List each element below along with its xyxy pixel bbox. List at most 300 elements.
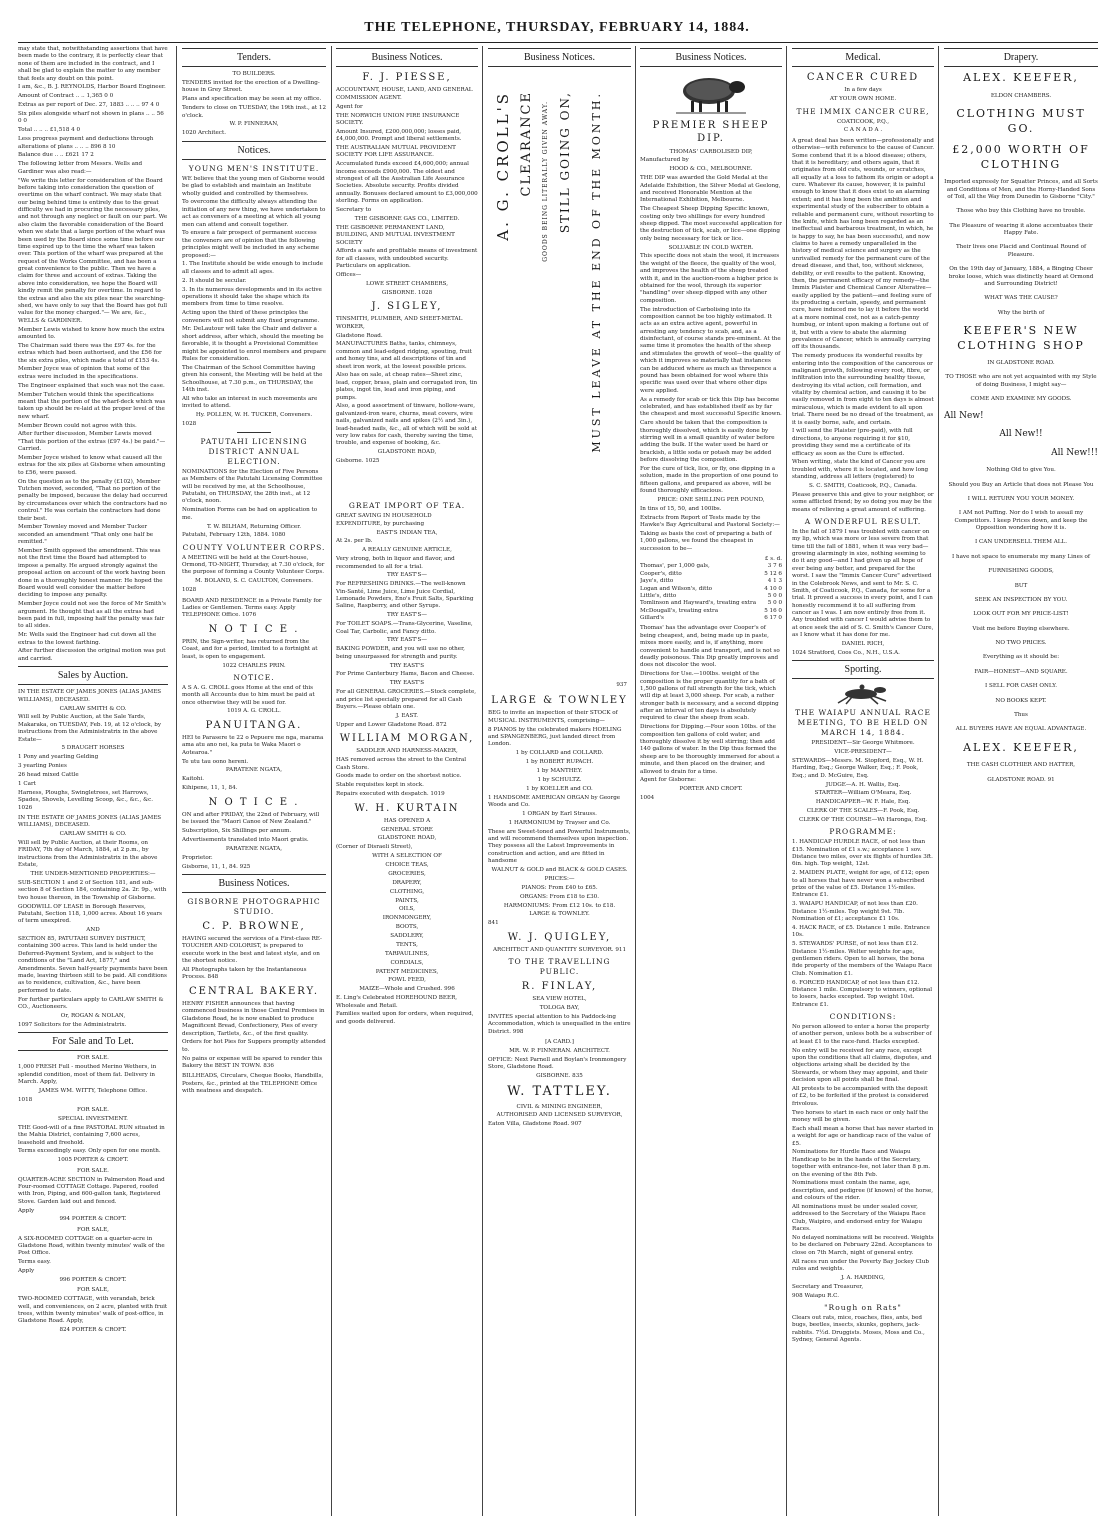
ad-paragraph: J. EAST. [395,712,418,719]
maori-canoe-notice [182,812,326,871]
finlay-ad [488,996,631,1036]
drapery-line: CLOTHING MUST GO. [956,107,1086,135]
ad-paragraph: AND [86,927,100,934]
ad-paragraph: FOWL FEED, [388,977,426,984]
ad-paragraph: Gisborne, 11, 1, 84. 925 [182,863,251,870]
cost-row [640,578,782,585]
ad-paragraph: FOR SALE. [77,1055,109,1062]
cost-value: 6 17 0 [764,615,782,622]
ad-paragraph: 1 Cart [18,780,36,787]
ad-paragraph: A REALLY GENUINE ARTICLE, [362,547,452,554]
rough-on-rats-heading: "Rough on Rats" [824,1303,902,1313]
racehorse-illustration-icon [828,683,898,705]
ad-paragraph: For REFRESHING DRINKS.—The well-known Vin-Santé, Lime Juice, Lime Juice Cordial, Lemonade Powders, Eno's Fruit Salts, Sparkling Saline, Raspberry, and other Syrups. [336,581,474,610]
ad-paragraph: Accumulated funds exceed £4,600,000; annual income exceeds £900,000. The oldest and strongest of all the Australian Life Assurance Societies. Absolute security. Profits divided annually. Bonuses declared amount to £3,000,000 sterling. Forms on application. [336,161,478,205]
drapery-line: I SELL FOR CASH ONLY. [985,683,1057,690]
ad-paragraph: To overcome the difficulty always attending the initiation of any new thing, we have undertaken to act as conveners of a meeting at which all young men can attend and consult together. [182,199,326,228]
newspaper-page [18,46,1100,1516]
ad-paragraph: 1 by MANTHEY. [536,768,583,774]
ad-paragraph: FOR SALE. [77,1107,109,1113]
drapery-line: Those who buy this Clothing have no trouble. [956,208,1086,215]
ad-paragraph: Clears out rats, mice, roaches, flies, ants, bed bugs, beetles, insects, skunks, gophers, jack-rabbits. 7½d. Druggists. Moses, Moss and Co., Sydney, General Agents. [792,1314,925,1344]
ad-paragraph: BOOTS, [395,924,419,931]
ad-paragraph: Tenders to close on TUESDAY, the 19th inst., at 12 o'clock. [182,105,326,119]
ad-paragraph: Upper and Lower Gladstone Road. 872 [336,721,447,728]
ad-paragraph: ORGANS: From £18 to £30. [519,893,599,900]
section-heading-drapery: Drapery. [944,48,1098,67]
ad-paragraph: A MEETING will be held at the Court-house, Ormond, TO-NIGHT, Thursday, at 7.30 o'clock, for the purpose of forming a County Volunteer Corps. [182,554,325,576]
ad-paragraph: For further particulars apply to CARLAW SMITH & CO., Auctioneers. [18,996,164,1010]
ad-paragraph: When writing, state the kind of Cancer you are troubled with, where it is located, and how long standing, address all letters (registered) to [792,459,929,481]
column-2 [182,46,326,1516]
ad-paragraph: Amount Insured, £200,000,000; losses paid, £4,000,000. Prompt and liberal settlements. [336,128,462,143]
ad-paragraph: CLOTHING, [389,888,425,895]
ad-paragraph: GISBORNE. 1028 [381,289,433,296]
drapery-line: NO TWO PRICES. [995,640,1047,647]
croll-vertical-must-leave: MUST LEAVE AT THE END OF THE MONTH. [590,91,603,453]
drapery-line: Why the birth of [997,309,1045,316]
ad-paragraph: Repairs executed with despatch. 1019 [336,791,445,798]
ad-paragraph: 1019 A. G. CROLL. [227,708,281,715]
ad-paragraph: 1 by SCHULTZ. [537,776,582,783]
ad-paragraph: Care should be taken that the composition is thoroughly dissolved, which is easily done by stirring well in a small quantity of water before adding the bulk. If the water used be hard or brackish, a little soda or potash may be added before dissolving the composition. [640,420,775,464]
ad-paragraph: To ensure a fair prospect of permanent success the conveners are of opinion that the following principles might well be included in any scheme proposed:— [182,230,320,259]
section-heading-business: Business Notices. [336,48,478,67]
ad-paragraph: Proprietor. [182,854,213,861]
ad-paragraph: ACCOUNTANT, HOUSE, LAND, AND GENERAL COMMISSION AGENT. [336,87,473,101]
cost-row [640,615,782,622]
section-heading-notices: Notices. [182,141,326,160]
ad-paragraph: Affords a safe and profitable means of investment for all classes, with undoubted security. Particulars on application. [336,248,478,270]
ad-paragraph: 4. HACK RACE, of £5. Distance 1 mile. Entrance 10s. [792,924,930,939]
ad-paragraph: Will sell by Public Auction, at their Rooms, on FRIDAY, 7th day of March, 1884, at 2 p.m., by instructions from the Administratrix in the above Estate, [18,840,158,869]
cost-row [640,600,782,607]
ad-paragraph: 1 HANDSOME AMERICAN ORGAN by George Woods and Co. [488,794,621,808]
ad-paragraph: CIVIL & MINING ENGINEER, [516,1103,603,1110]
ad-paragraph: THE DIP was awarded the Gold Medal at the Adelaide Exhibition, the Silver Medal at Geelong, and received Honorable Mention at the International Exhibition, Melbourne. [640,175,781,204]
ad-paragraph: AUTHORISED AND LICENSED SURVEYOR, [496,1112,623,1119]
drapery-line: ALL BUYERS HAVE AN EQUAL ADVANTAGE. [955,726,1087,733]
croll-accounts-notice [182,685,326,716]
ad-paragraph: T. W. BILHAM, Returning Officer. [206,523,302,530]
column-1 [18,46,168,1516]
ad-paragraph: Agent for [336,103,363,110]
ad-paragraph: For TOILET SOAPS.—Trans-Glycerine, Vaseline, Coal Tar, Carbolic, and Fancy ditto. [336,621,473,635]
drapery-line: On the 19th day of January, 1884, a Binging Cheer broke loose, which was distinctly heard at Ormond and Surrounding District! [948,266,1094,287]
keefer-clothing-ad [944,71,1098,784]
drapery-line: I have not space to enumerate my many Lines of [952,553,1090,560]
ad-paragraph: ARCHITECT AND QUANTITY SURVEYOR. 911 [492,946,627,953]
ad-paragraph: All who take an interest in such movements are invited to attend. [182,395,318,410]
ad-paragraph: THE GISBORNE PERMANENT LAND, BUILDING, AND MUTUAL INVESTMENT SOCIETY [336,224,455,246]
licensing-notice [182,469,326,540]
ad-paragraph: For the cure of tick, lice, or fly, one dipping in a solution, made in the proportion of one pound to fifteen gallons, and prepared as above, will be found thoroughly efficacious. [640,465,779,495]
ad-paragraph: CARLAW SMITH & CO. [59,705,127,712]
ad-paragraph: 26 head mixed Cattle [18,772,79,779]
drapery-line: £2,000 WORTH OF CLOTHING [952,143,1090,171]
quigley-ad [488,947,631,954]
ad-paragraph: CHOICE TEAS, [385,862,429,869]
ad-paragraph: E. Ling's Celebrated HOREHOUND BEER, Wholesale and Retail. [336,995,458,1009]
ad-paragraph: Families waited upon for orders, when required, and goods delivered. [336,1011,474,1025]
ad-paragraph: ON and after FRIDAY, the 22nd of February, will be issued the "Maori Canoe of New Zealand." [182,811,320,826]
notice-heading: N O T I C E . [208,796,300,808]
ad-paragraph: TRY EAST'S [389,680,425,687]
ad-paragraph: THE GISBORNE GAS CO., LIMITED. [354,215,460,222]
panuitanga-heading: PANUITANGA. [205,719,303,731]
morgan-name: WILLIAM MORGAN, [339,733,475,745]
immix-heading: THE IMMIX CANCER CURE, [796,106,930,116]
ad-paragraph: In the fall of 1879 I was troubled with cancer on my lip, which was more or less severe from that time till the fall of 1881, when it was very bad—growing alarmingly in size, nothing seeming to do it any good—and I had given up all hope of ever being any better, and prepared for the worst. I saw the "Immix Cancer Cure" advertised in the Colebrook News, and sent to Mr. S. C. Smith, of Coaticook, P.Q., Canada, for some for a trial. It proved a success in every point, and I can honestly recommend it to all suffering from cancer as I was. I am now entirely free from it. Any troubled with cancer I would advise them to at once seek the aid of S. C. Smith's Cancer Cure, as I know what it has done for me. [792,528,934,639]
ad-paragraph: 3. In its numerous developments and in its active operations it should take the shape which its members from time to time resolve. [182,286,322,308]
ad-paragraph: PAINTS, [395,897,419,904]
ad-paragraph: MR. W. P. FINNERAN. ARCHITECT. [509,1047,610,1054]
cost-name: Cooper's, ditto [640,570,682,577]
ad-paragraph: 908 Waiapu R.C. [792,1292,839,1299]
ad-paragraph: HENRY FISHER announces that having commenced business in those Central Premises in Gladstone Road, he is now enabled to produce Magnificent Bread, Confectionery, Pies of every description, Tartlets, &c., of the first quality. [182,1001,325,1037]
ad-paragraph: Directions for Dipping.—Four soon 10lbs. of the composition ten gallons of cold water, and thoroughly dissolve it by well stirring; then add 140 gallons of water. In the Dip thus formed the sheep are to be thoroughly immersed for about a minute, and then placed on the drainer, and allowed to drain for a time. [640,724,780,775]
column-7 [944,46,1098,1516]
tea-heading: GREAT IMPORT OF TEA. [348,501,466,511]
ad-paragraph: Apply [18,1268,35,1275]
harbor-board-report [18,46,168,663]
ad-paragraph: DANIEL RICH, [841,641,885,648]
cost-name: Tomlinson and Hayward's, treating extra [640,600,757,607]
ad-paragraph: FOR SALE, [77,1226,109,1233]
ad-paragraph: 1,000 FRESH Full - mouthed Merino Wethers, in splendid condition, most of them fat. Delivery in March. Apply, [18,1064,157,1085]
drapery-line: KEEFER'S NEW CLOTHING SHOP [957,324,1085,352]
ad-paragraph: Gisborne. 1025 [336,458,380,465]
ad-paragraph: 5 DRAUGHT HORSES [61,745,125,752]
ad-paragraph: Or, ROGAN & NOLAN, [60,1012,126,1019]
ad-paragraph: A S A. G. CROLL goes Home at the end of this month all Accounts due to him must be paid at once otherwise they will be sued for. [182,684,315,706]
ad-paragraph: INVITES special attention to his Paddock-ing Accommodation, which is unequalled in the entire District. 998 [488,1013,631,1035]
drapery-line: FURNISHING GOODS, [988,568,1054,575]
auction-ad-horses [18,689,168,812]
drapery-line: IN GLADSTONE ROAD. [987,360,1055,367]
ad-paragraph: Extras as per report of Dec. 27, 1883 .. .. .. 97 4 0 [18,102,160,109]
ad-paragraph: Harness, Ploughs, Swingletrees, set Harrows, Spades, Shovels, Levelling Scoop, &c., &c., &c. 1026 [18,789,153,811]
cost-value: 5 12 6 [764,570,782,577]
ad-paragraph: HANDICAPPER—W. F. Hale, Esq. [815,799,911,806]
ad-paragraph: HEI te Parasere te 22 o Pepuere me nga, marama ama atu ano nei, ka puta te Waka Maori o Aotearoa." [182,734,324,756]
ad-paragraph: 841 [488,920,499,927]
ad-paragraph: SECTION 85, PATUTAHI SURVEY DISTRICT, containing 300 acres. This land is held under the Deferred-Payment System, and is subject to the conditions of the "Land Act, 1877," and Amendments. Seven half-yearly payments have been made, leaving thirteen still to be paid. All conditions as to residence, cultivation, &c., have been performed to date. [18,936,168,994]
ad-paragraph: The Cheapest Sheep Dipping Specific known, costing only two shillings for every hundred sheep dipped. The most successful application for the destruction of tick, scab, or lice—one dipping only being necessary for tick or lice. [640,206,782,242]
drapery-line: Their lives one Placid and Continual Round of Pleasure. [955,244,1087,258]
croll-ref-number: 937 [616,681,627,688]
ad-paragraph: M. BOLAND, S. C. CAULTON, Conveners. [194,578,314,585]
photo-studio-ad [182,936,326,982]
cost-table [640,563,782,622]
bakery-heading: CENTRAL BAKERY. [189,985,319,997]
cost-row [640,586,782,593]
ad-paragraph: All protests to be accompanied with the deposit of £2, to be forfeited if the protest is considered frivolous. [792,1085,929,1107]
ad-paragraph: The Chairman of the School Committee having given his consent, the Meeting will be held at the Schoolhouse, at 7.30 p.m., on THURSDAY, the 14th inst. [182,364,323,393]
ad-paragraph: HAS OPENED A [383,817,431,824]
ad-paragraph: 3. WAIAPU HANDICAP, of not less than £20. Distance 1½-miles. Top weight 9st. 7lb. Nomination of £1; acceptance £1 10s. [792,901,918,923]
drapery-line: SEEK AN INSPECTION BY YOU. [974,596,1068,603]
ad-paragraph: Balance due .. .. £621 17 2 [18,152,94,159]
ad-paragraph: OFFICE: Next Parnell and Boylan's Ironmongery Store, Gladstone Road. [488,1056,627,1071]
ad-paragraph: "We write this letter for consideration of the Board before taking into consideration the question of overtime on the wharf contract. We may state that our being behind time is entirely due to the great difficulty we had in procuring the necessary piles, and not through any neglect or fault on our part. We also claim the favorable consideration of the Board when we state that a large portion of the wharf was been used by the Board since some time before our time expired up to the time the wharf was taken over. This portion of the wharf was prepared at the request of the Works Committee, and has been a great convenience to the public. Then we have a claim for three and account of extras. Taking the above into consideration, we hope the Board will kindly remit the penalty for overtime. In regard to the extras and also the six piles near the searching-shed, we have only to say that the Board has got full value for the money charged."— We are, &c., WELLS & GARDINER. [18,177,168,324]
ad-paragraph: Terms exceedingly easy. Only open for one month. [18,1148,161,1155]
cost-name: Gillard's [640,615,664,622]
drapery-line: TO THOSE who are not yet acquainted with my Style of doing Business, I might say— [945,374,1097,388]
sigley-name: J. SIGLEY, [371,301,443,313]
ad-paragraph: 1022 CHARLES PRIN. [222,662,286,669]
ad-paragraph: The following letter from Messrs. Wells and Gardiner was also read:— [18,161,143,175]
ad-paragraph: 1. HANDICAP HURDLE RACE, of not less than £15. Nomination of £1 s.w.; acceptance 1 sov. Distance two miles, over six flights of hurdles 3ft. 6in. high. Top weight, 12st. [792,839,933,868]
ad-paragraph: 3 yearling Ponies [18,763,67,770]
sale-ad-wethers [18,1055,168,1104]
ad-paragraph: Subscription, Six Shillings per annum. [182,828,292,835]
ad-paragraph: PORTER AND CROFT. [679,786,743,793]
ad-paragraph: 1024 Stratford, Coos Co., N.H., U.S.A. [792,649,900,656]
ad-paragraph: THOMAS' CARBOLISED DIP, [669,148,753,155]
cancer-cure-ad [792,138,934,514]
ad-paragraph: 8 PIANOS by the celebrated makers HOELING and SPANGENBERG, just landed direct from London. [488,726,622,748]
ad-paragraph: PIANOS: From £40 to £65. [521,884,598,891]
sheep-illustration-icon [671,71,751,115]
ad-paragraph: The remedy produces its wonderful results by entering into the composition of the cancerous or malignant growth, following every root, fibre, or infiltration into the surrounding healthy tissue, destroying its vital action, cell formation, and vitality by chemical action, and causing it to be easily removed in from eight to ten days is almost miraculous, which is made evident to all upon trial. There need be no dread of the treatment, as it is easily borne, safe, and certain. [792,353,934,426]
ad-paragraph: JUDGE—A. H. Wallis, Esq. [825,781,901,788]
wonderful-result-heading: A WONDERFUL RESULT. [804,517,922,527]
ad-paragraph: Very strong, both in liquor and flavor, and recommended to all for a trial. [336,556,455,570]
ad-paragraph: This specific does not stain the wool, it increases the weight of the fleece, the quality of the wool, and improves the health of the sheep treated with it, and in the auction-room a higher price is obtained for the wool, through its superior "handling" over sheep dipped with any other composition. [640,253,780,304]
ad-paragraph: Member Joyce was of opinion that some of the extras were included in the specifications. [18,366,150,380]
ad-paragraph: Eaton Villa, Gladstone Road. 907 [488,1121,582,1128]
ad-paragraph: 2. It should be secular. [182,277,247,284]
drapery-line: WHAT WAS THE CAUSE? [984,295,1058,302]
drapery-line: ALEX. KEEFER, [963,740,1079,754]
ad-paragraph: W. P. FINNERAN, [229,121,279,128]
drapery-line: COME AND EXAMINE MY GOODS. [970,396,1072,403]
croll-clearance-ad [488,71,631,691]
ad-paragraph: FOR SALE, [77,1287,109,1294]
ad-paragraph: No entry will be received for any race, except upon the conditions that all claims, disputes, and objections arising shall be decided by the Stewards, or whom they may appoint, and their decision upon all points shall be final. [792,1047,932,1084]
drapery-line: I WILL RETURN YOU YOUR MONEY. [967,495,1075,502]
column-separator [482,46,483,1516]
ad-paragraph: Offices— [336,272,362,278]
ad-paragraph: No person allowed to enter a horse the property of another person, unless both be a subscriber of at least £1 to the race-fund. Hacks excepted. [792,1023,932,1045]
croll-vertical-still-going: STILL GOING ON, [558,91,572,234]
ad-paragraph: Kaitohi. [182,776,205,783]
panuitanga-notice [182,735,326,793]
ad-paragraph: OILS, [399,906,415,913]
ad-paragraph: TO BUILDERS. [232,71,276,78]
ad-paragraph: GROCERIES, [388,870,426,877]
ad-paragraph: QUARTER-ACRE SECTION in Palmerston Road and Four-roomed COTTAGE Cottage. Papered, roofed with Iron, Piping, and 600-gallon tank, Registered Stove. Garden laid out and fenced. [18,1176,165,1205]
race-meeting-heading: THE WAIAPU ANNUAL RACE MEETING, TO BE HELD ON MARCH 14, 1884. [795,708,931,738]
ad-paragraph: Member Lewis wished to know how much the extra amounted to. [18,326,165,340]
drapery-line: Visit me before Buying elsewhere. [972,625,1070,632]
ad-paragraph: At 2s. per lb. [336,538,373,545]
cost-name: Thomas', per 1,000 gals, [640,563,710,570]
ad-paragraph: I will send the Plaister (pre-paid), with full directions, to anyone requiring it for $10, providing they send me a certificate of its efficacy as soon as the Cure is effected. [792,428,913,457]
ad-paragraph: For all GENERAL GROCERIES.—Stock complete, and price list specially prepared for all Cash Buyers.—Please obtain one. [336,689,477,710]
notice-heading: NOTICE. [233,672,275,682]
drapery-line: All New! [944,410,984,421]
ad-paragraph: Te utu tau oono hereni. [182,758,249,765]
ad-paragraph: AT YOUR OWN HOME. [829,96,897,103]
ad-paragraph: TRY EAST'S— [387,572,427,579]
drapery-line: Everything as it should be: [982,654,1060,661]
ad-paragraph: Acting upon the third of these principles the conveners will not submit any fixed programme. [182,310,320,324]
drapery-line: All New!!! [1051,448,1098,459]
ad-paragraph: LARGE & TOWNLEY. [529,911,590,918]
sale-ad-six-room-cottage [18,1227,168,1285]
croll-vertical-name: A. G. CROLL'S [494,91,512,241]
ad-paragraph: As a remedy for scab or tick this Dip has become celebrated, and has established itself as by far the cheapest and most successful Specific known. [640,396,782,418]
column-separator [635,46,636,1516]
ad-paragraph: 1 ORGAN by Earl Strauss. [522,810,597,817]
ad-paragraph: LOWE STREET CHAMBERS, [365,280,449,287]
large-townley-heading: LARGE & TOWNLEY [491,695,628,707]
column-3 [336,46,478,1516]
ad-paragraph: Member Brown could not agree with this. [18,422,137,429]
ad-paragraph: A great deal has been written—professionally and otherwise—with reference to the cause of Cancer. Some contend that it is a blood disease; others, that it is hereditary; and others again, that it originates from old cuts, wounds, or scratches, all equally at a loss to fathom its origin or adopt a cure. Whatever its cause, however, it is painful enough to know that it does exist to an alarming extent; and it has long been the ambition and experimental study of the subscriber to obtain a reliable and permanent cure, without resorting to the knife, which has long been regarded as an ineffectual and barbarous treatment, in which, he is happy to say, he has been successful, and now claims to have a remedy unparalleled in the history of medical science and surgery as the unrivalled remedy for the permanent cure of the dread disease, and that, too, without sickness, debility, or evil results to the patient. Knowing, then, the permanent efficacy of my remedy—the Immix Plaister and Chemical Cancer Alterative—easily applied by the patient—and feeling sure of its producing a certain, speedy, and permanent cure, have induced me to lay it before the world at a more nominal cost, not as a catch-penny humbug, or intent upon making a fortune out of it, but with a view to abate the alarming prevalence of Cancer, which is annually carrying off its thousands. [792,137,934,351]
board-residence-notice [182,598,326,620]
ad-paragraph: CARLAW SMITH & CO. [59,831,127,838]
ad-paragraph: HOOD & CO., MELBOURNE. [669,166,753,173]
ad-paragraph: Terms easy. [18,1259,51,1266]
ad-paragraph: Nominations must contain the name, age, description, and pedigree (if known) of the horse, and colours of the rider. [792,1180,934,1202]
ad-paragraph: SOLUABLE IN COLD WATER. [668,244,754,251]
ad-paragraph: After further discussion, Member Lewis moved "That this portion of the extras (£97 4s.) be paid."—Carried. [18,431,166,453]
auction-ad-properties [18,815,168,1029]
sale-ad-pastoral-run [18,1107,168,1165]
drapery-line: ALEX. KEEFER, [963,71,1079,85]
ad-paragraph: GISBORNE. 835 [536,1073,583,1080]
ad-paragraph: Will sell by Public Auction, at the Sale Yards, Makaraka, on TUESDAY, Feb. 19, at 12 o'clock, by instructions from the Administratrix in the above Estate— [18,714,161,743]
ad-paragraph: All nominations must be under sealed cover, addressed to the Secretary of the Waiapu Race Club, Waipiro, and endorsed entry for Waiapu Races. [792,1204,926,1233]
ad-paragraph: 1028 [182,587,197,594]
ad-paragraph: (Corner of Disraeli Street), [336,844,413,851]
ad-paragraph: TRY EAST'S— [387,637,427,644]
ad-paragraph: 994 PORTER & CROFT. [59,1216,127,1223]
ad-paragraph: VICE-PRESIDENT— [834,749,892,756]
ad-paragraph: EAST'S INDIAN TEA, [376,529,438,536]
ad-paragraph: Total .. .. .. £1,518 4 0 [18,127,81,134]
sheep-dip-heading: PREMIER SHEEP DIP. [652,120,770,145]
ad-paragraph: PRIN, the Sign-writer, has returned from the Coast, and for a period, limited to a fortnight at least, is open to engagement. [182,638,318,660]
ad-paragraph: STARTER—William O'Meara, Esq. [814,790,912,797]
ad-paragraph: IRONMONGERY, [382,915,432,922]
ad-paragraph: 824 PORTER & CROFT. [59,1327,127,1334]
ad-paragraph: Advertisements translated into Maori gratis. [182,836,309,843]
race-programme [792,839,934,1009]
ad-paragraph: 1. The Institute should be wide enough to include all classes and to admit all ages. [182,261,323,275]
cost-value: 5 16 0 [764,607,782,614]
ad-paragraph: GLADSTONE ROAD, [377,835,437,842]
finlay-heading: TO THE TRAVELLING PUBLIC. [508,957,611,977]
ad-paragraph: Manufactured by [640,157,689,164]
ad-paragraph: PARATENE NGATA, [225,767,283,774]
cost-value: 4 10 0 [764,585,782,592]
ad-paragraph: All Photographs taken by the Instantaneous Process. 848 [182,967,307,981]
section-heading-sale: For Sale and To Let. [18,1032,168,1051]
ad-paragraph: PRICE: ONE SHILLING PER POUND, [657,496,765,503]
ad-paragraph: THE UNDER-MENTIONED PROPERTIES:— [30,871,156,878]
bakery-ad [182,1001,326,1070]
drapery-line: BUT [1014,582,1028,589]
quigley-name: W. J. QUIGLEY, [507,931,612,943]
ad-paragraph: Kihipene, 11, 1, 84. [182,785,238,792]
drapery-line: GLADSTONE ROAD. 91 [987,776,1055,783]
ad-paragraph: TRY EAST'S— [387,612,427,619]
ad-paragraph: 5. STEWARDS' PURSE, of not less than £12. Distance 1½-miles. Welter weights for age, gentlemen riders. Open to all horses, the bona fide property of the members of the Waiapu Race Club. Nomination £1. [792,941,933,977]
ad-paragraph: DRAPERY, [392,879,422,886]
wonderful-result-ad [792,529,934,657]
finneran-card [488,1039,631,1080]
kurtain-name: W. H. KURTAIN [354,802,460,814]
cost-value: 3 7 6 [767,563,782,570]
ad-paragraph: SPECIAL INVESTMENT. [58,1115,128,1122]
ad-paragraph: THE Good-will of a fine PASTORAL RUN situated in the Mahia District, containing 7,600 acres, leasehold and freehold. [18,1124,165,1146]
tattley-name: W. TATTLEY. [507,1084,612,1100]
ad-paragraph: Member Townley moved and Member Tucker seconded an amendment "That only one half be remitted." [18,524,154,546]
ad-paragraph: MANUFACTURES Baths, tanks, chimneys, common and lead-edged ridging, spouting, fruit and honey tins, and all descriptions of tin and sheet iron work, at the lowest possible prices. [336,341,472,370]
cancer-cured-heading: CANCER CURED [806,72,920,84]
ad-paragraph: Nomination Forms can be had on application to me. [182,507,318,521]
ad-paragraph: GLADSTONE ROAD, [377,449,437,456]
sale-ad-two-room-cottage [18,1287,168,1334]
section-heading-business: Business Notices. [640,48,782,67]
drapery-line: All New!! [999,429,1043,440]
drapery-line: Thus [1014,711,1028,718]
billheads-ad [182,1073,326,1095]
ad-paragraph: COATICOOK, P.Q., [837,118,889,125]
ad-paragraph: 1020 Architect. [182,130,226,137]
column-5 [640,46,782,1516]
ad-paragraph: GREAT SAVING IN HOUSEHOLD EXPENDITURE, by purchasing [336,513,432,527]
cost-row [640,608,782,615]
drapery-line: Should you Buy an Article that does not Please You [948,481,1094,488]
cost-name: McDougall's, treating extra [640,607,719,614]
programme-heading: PROGRAMME: [829,827,897,837]
cancer-subheading [792,87,934,103]
ad-paragraph: THE NORWICH UNION FIRE INSURANCE SOCIETY. [336,112,460,126]
ad-paragraph: PRICES:— [544,875,575,882]
ad-paragraph: SADDLER AND HARNESS-MAKER, [356,748,458,755]
piesse-ad [336,87,478,297]
ad-paragraph: PATENT MEDICINES, [375,968,439,975]
ad-paragraph: Secretary to [336,207,372,213]
newspaper-title: THE TELEPHONE, THURSDAY, FEBRUARY 14, 1884. [364,20,750,35]
column-separator [331,46,332,1516]
column-4 [488,46,631,1516]
ad-paragraph: C A N A D A . [843,127,883,134]
ad-paragraph: The Engineer explained that such was not the case. [18,382,165,389]
ad-paragraph: Less progress payment and deductions through alterations of plans .. .. .. 896 8 10 [18,136,154,150]
drapery-line: NO BOOKS KEPT. [995,697,1047,704]
masthead-rule [18,42,1098,43]
ad-paragraph: HAS removed across the street to the Central Cash Store. [336,757,466,771]
ad-paragraph: On the question as to the penalty (£102), Member Tutchen moved, seconded, "That no portion of the penalty be imposed, because the delay had occurred by circumstances over which the contractors had no control." He was certain the contractors had done their best. [18,478,168,522]
ad-paragraph: S. C. SMITH, Coaticook, P.Q., Canada. [809,483,917,490]
ymi-heading: YOUNG MEN'S INSTITUTE. [188,163,320,173]
divider [237,432,271,433]
ad-paragraph: Patutahi, February 12th, 1884. 1080 [182,532,286,539]
ad-paragraph: THE AUSTRALIAN MUTUAL PROVIDENT SOCIETY FOR LIFE ASSURANCE. [336,145,456,159]
cost-name: Logan and Wilson's, ditto [640,585,712,592]
ad-paragraph: Stable requisites kept in stock. [336,782,424,789]
drapery-line: Imported expressly for Squatter Princes, and all Sorts and Conditions of Men, and the Horny-Handed Sons of Toil, all the Way from Dunedin to Gisborne "City." [944,179,1098,200]
ad-paragraph: 1 by COLLARD and COLLARD. [515,750,604,757]
ad-paragraph: In tins of 15, 50, and 100lbs. [640,505,722,512]
ad-paragraph: Amount of Contract .. .. 1,365 0 0 [18,93,114,100]
